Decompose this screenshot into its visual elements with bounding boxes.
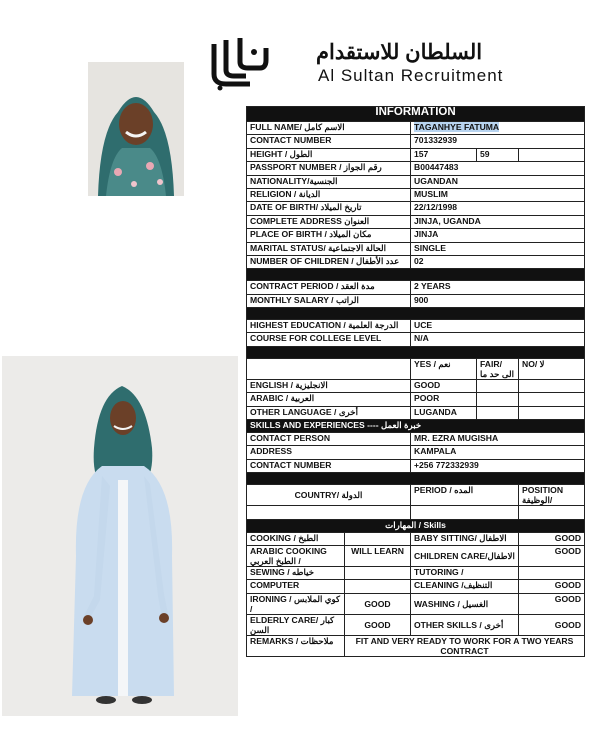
- language-fair-header: FAIR/ الى حد ما: [477, 358, 519, 379]
- nationality-label: NATIONALITY/الجنسية: [247, 175, 411, 188]
- washing-value: GOOD: [519, 593, 585, 614]
- english-label: ENGLISH / الانجليزية: [247, 379, 411, 392]
- height-value: 157: [411, 148, 477, 161]
- full-name-value: TAGANHYE FATUMA: [414, 122, 500, 132]
- section-divider: [247, 346, 585, 358]
- table-row: [247, 175, 585, 188]
- salary-value: 900: [411, 294, 585, 307]
- table-row: [247, 614, 585, 635]
- experience-contact-value: +256 772332939: [411, 459, 585, 472]
- table-row: [247, 320, 585, 333]
- table-row: [247, 202, 585, 215]
- salary-label: MONTHLY SALARY / الراتب: [247, 294, 411, 307]
- cleaning-value: GOOD: [519, 580, 585, 593]
- table-row: [247, 545, 585, 566]
- height-label: HEIGHT / الطول: [247, 148, 411, 161]
- table-row: [247, 379, 585, 392]
- company-logo-icon: [206, 34, 270, 92]
- dob-value: 22/12/1998: [411, 202, 585, 215]
- ironing-label: IRONING / كوي الملابس /: [247, 593, 345, 614]
- skills-title: المهارات / Skills: [247, 519, 585, 532]
- sewing-label: SEWING / خياطه: [247, 566, 345, 579]
- table-row: [247, 255, 585, 268]
- full-body-photo: [2, 356, 238, 716]
- table-row: [247, 580, 585, 593]
- table-row: [247, 333, 585, 346]
- washing-label: WASHING / الغسيل: [411, 593, 519, 614]
- language-header-row: [247, 358, 585, 379]
- weight-value: 59: [477, 148, 519, 161]
- nationality-value: UGANDAN: [411, 175, 585, 188]
- contact-person-value: MR. EZRA MUGISHA: [411, 433, 585, 446]
- table-row: [247, 148, 585, 161]
- table-row: [247, 294, 585, 307]
- pob-label: PLACE OF BIRTH / مكان الميلاد: [247, 229, 411, 242]
- address-value: JINJA, UGANDA: [411, 215, 585, 228]
- college-label: COURSE FOR COLLEGE LEVEL: [247, 333, 411, 346]
- contact-person-label: CONTACT PERSON: [247, 433, 411, 446]
- dob-label: DATE OF BIRTH/ تاريخ الميلاد: [247, 202, 411, 215]
- tutoring-label: TUTORING /: [411, 566, 519, 579]
- baby-sitting-value: GOOD: [519, 532, 585, 545]
- computer-label: COMPUTER: [247, 580, 345, 593]
- other-language-label: OTHER LANGUAGE / أخرى: [247, 406, 411, 419]
- english-value: GOOD: [411, 379, 477, 392]
- logo-arabic-name: السلطان للاستقدام: [316, 41, 483, 64]
- contact-value: 701332939: [411, 135, 585, 148]
- table-row: [247, 506, 585, 519]
- college-value: N/A: [411, 333, 585, 346]
- cooking-label: COOKING / الطبخ: [247, 532, 345, 545]
- contact-label: CONTACT NUMBER: [247, 135, 411, 148]
- experience-title: SKILLS AND EXPERIENCES ---- خبرة العمل: [247, 420, 585, 433]
- country-header: COUNTRY/ الدولة: [247, 485, 411, 506]
- children-value: 02: [411, 255, 585, 268]
- cooking-value: [345, 532, 411, 545]
- portrait-photo: [88, 62, 184, 196]
- other-language-value: LUGANDA: [411, 406, 477, 419]
- table-row: [247, 393, 585, 406]
- period-header: PERIOD / المده: [411, 485, 519, 506]
- table-row: [247, 635, 585, 656]
- elderly-care-value: GOOD: [345, 614, 411, 635]
- table-row: [247, 215, 585, 228]
- arabic-cooking-value: WILL LEARN: [345, 545, 411, 566]
- table-row: [247, 281, 585, 294]
- other-skills-value: GOOD: [519, 614, 585, 635]
- cleaning-label: CLEANING /التنظيف: [411, 580, 519, 593]
- pob-value: JINJA: [411, 229, 585, 242]
- table-row: [247, 406, 585, 419]
- table-row: [247, 566, 585, 579]
- ironing-value: GOOD: [345, 593, 411, 614]
- table-row: [247, 229, 585, 242]
- table-row: [247, 188, 585, 201]
- arabic-cooking-label: ARABIC COOKING الطبخ العربي /: [247, 545, 345, 566]
- information-title: INFORMATION: [247, 107, 585, 122]
- sewing-value: [345, 566, 411, 579]
- remarks-label: REMARKS / ملاحظات: [247, 635, 345, 656]
- computer-value: [345, 580, 411, 593]
- arabic-label: ARABIC / العربية: [247, 393, 411, 406]
- baby-sitting-label: BABY SITTING/ الاطفال: [411, 532, 519, 545]
- table-row: [247, 459, 585, 472]
- experience-address-value: KAMPALA: [411, 446, 585, 459]
- experience-header-row: [247, 485, 585, 506]
- table-row: [247, 162, 585, 175]
- marital-label: MARITAL STATUS/ الحالة الاجتماعية: [247, 242, 411, 255]
- language-no-header: NO/ لا: [519, 358, 585, 379]
- religion-label: RELIGION / الديانة: [247, 188, 411, 201]
- logo-english-name: Al Sultan Recruitment: [318, 66, 504, 85]
- table-row: [247, 433, 585, 446]
- education-label: HIGHEST EDUCATION / الدرجة العلمية: [247, 320, 411, 333]
- children-care-label: CHILDREN CARE/الاطفال: [411, 545, 519, 566]
- religion-value: MUSLIM: [411, 188, 585, 201]
- table-row: [247, 593, 585, 614]
- table-row: [247, 532, 585, 545]
- passport-value: B00447483: [411, 162, 585, 175]
- experience-address-label: ADDRESS: [247, 446, 411, 459]
- section-divider: [247, 269, 585, 281]
- children-care-value: GOOD: [519, 545, 585, 566]
- full-name-label: FULL NAME/ الاسم كامل: [247, 122, 411, 135]
- education-value: UCE: [411, 320, 585, 333]
- section-divider: [247, 473, 585, 485]
- information-sheet: [246, 106, 584, 657]
- other-skills-label: OTHER SKILLS / أخرى: [411, 614, 519, 635]
- table-row: [247, 242, 585, 255]
- passport-label: PASSPORT NUMBER / رقم الجواز: [247, 162, 411, 175]
- contract-label: CONTRACT PERIOD / مدة العقد: [247, 281, 411, 294]
- address-label: COMPLETE ADDRESS العنوان: [247, 215, 411, 228]
- arabic-value: POOR: [411, 393, 477, 406]
- section-divider: [247, 308, 585, 320]
- contract-value: 2 YEARS: [411, 281, 585, 294]
- language-yes-header: YES / نعم: [411, 358, 477, 379]
- remarks-value: FIT AND VERY READY TO WORK FOR A TWO YEARS CONTRACT: [345, 635, 585, 656]
- table-row: [247, 135, 585, 148]
- tutoring-value: [519, 566, 585, 579]
- position-header: POSITION الوظيفة/: [519, 485, 585, 506]
- table-row: [247, 446, 585, 459]
- elderly-care-label: ELDERLY CARE/ كبار السن: [247, 614, 345, 635]
- children-label: NUMBER OF CHILDREN / عدد الأطفال: [247, 255, 411, 268]
- table-row: [247, 122, 585, 135]
- experience-contact-label: CONTACT NUMBER: [247, 459, 411, 472]
- marital-value: SINGLE: [411, 242, 585, 255]
